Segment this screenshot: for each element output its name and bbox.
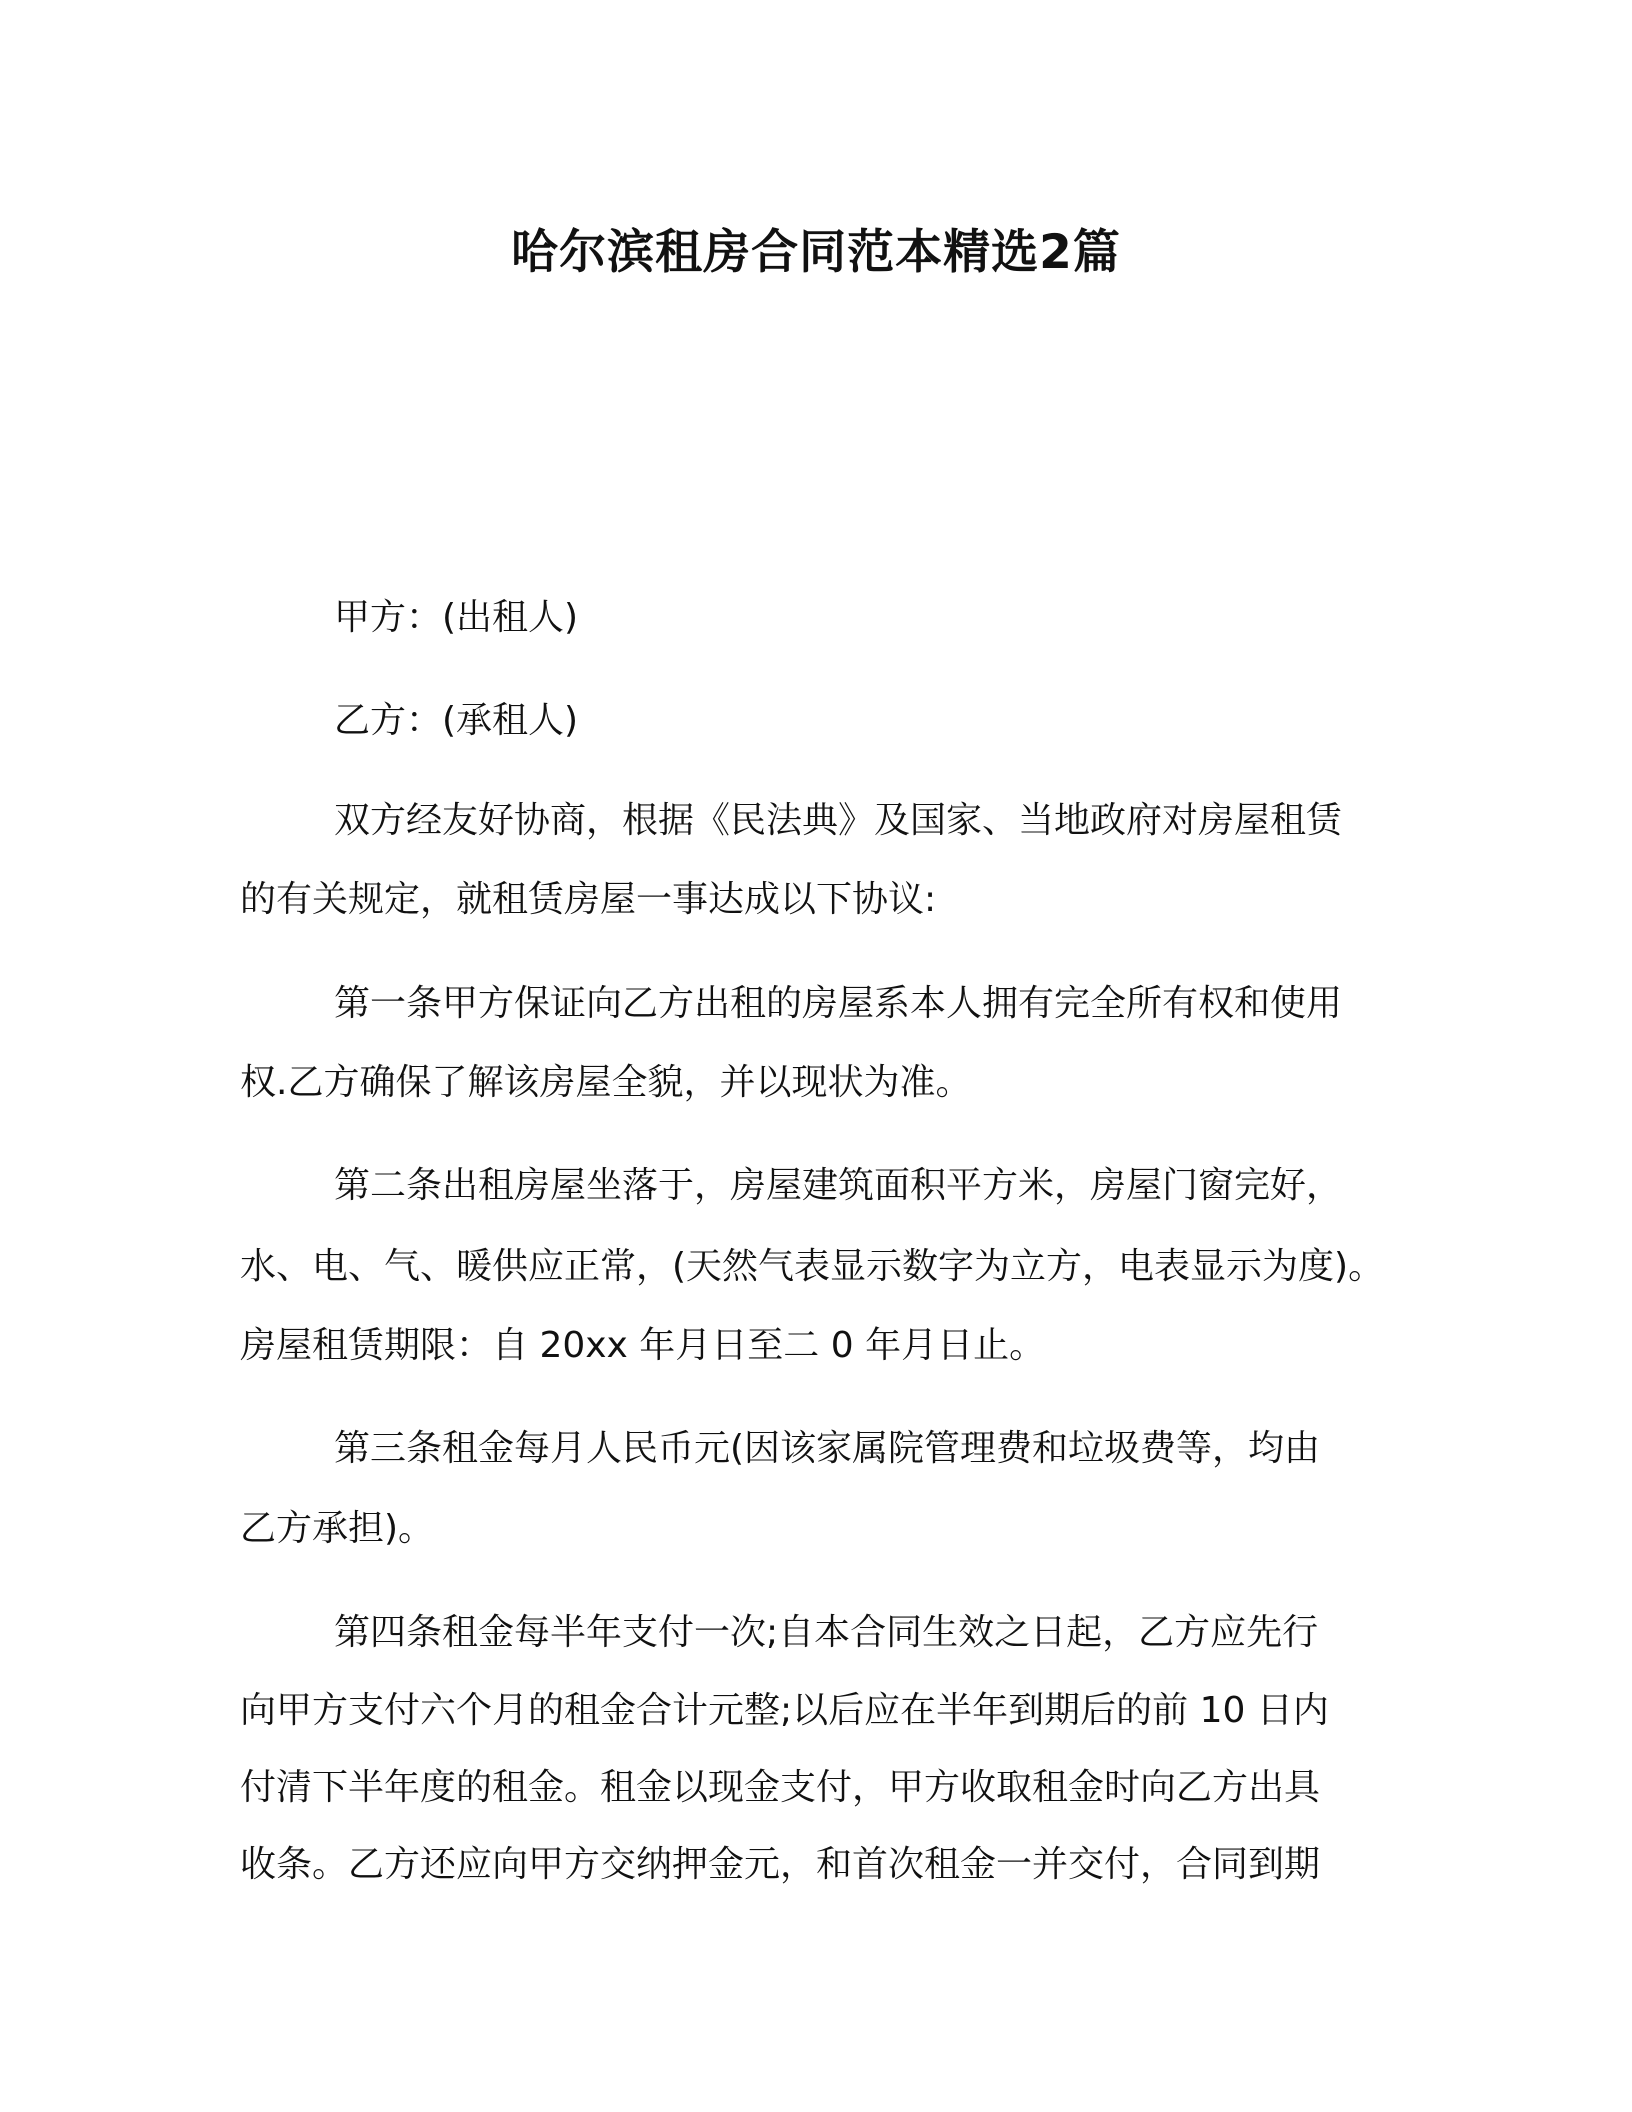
article-3-line-1: 第三条租金每月人民币元(因该家属院管理费和垃圾费等，均由 <box>334 1428 1321 1469</box>
article-4-line-1: 第四条租金每半年支付一次;自本合同生效之日起，乙方应先行 <box>334 1612 1319 1653</box>
article-4-line-3: 付清下半年度的租金。租金以现金支付，甲方收取租金时向乙方出具 <box>240 1767 1321 1808</box>
article-4-line-2: 向甲方支付六个月的租金合计元整;以后应在半年到期后的前 10 日内 <box>240 1690 1329 1731</box>
preamble-line-2: 的有关规定，就租赁房屋一事达成以下协议: <box>240 879 937 920</box>
party-a-line: 甲方：(出租人) <box>334 597 579 638</box>
article-2-line-3: 房屋租赁期限：自 20xx 年月日至二 0 年月日止。 <box>240 1325 1046 1366</box>
article-2-line-2: 水、电、气、暖供应正常，(天然气表显示数字为立方，电表显示为度)。 <box>240 1246 1385 1287</box>
document-title: 哈尔滨租房合同范本精选2篇 <box>511 225 1121 280</box>
article-3-line-2: 乙方承担)。 <box>240 1508 435 1549</box>
article-2-line-1: 第二条出租房屋坐落于，房屋建筑面积平方米，房屋门窗完好， <box>334 1165 1343 1206</box>
article-1-line-2: 权.乙方确保了解该房屋全貌，并以现状为准。 <box>240 1062 972 1103</box>
preamble-line-1: 双方经友好协商，根据《民法典》及国家、当地政府对房屋租赁 <box>334 800 1343 841</box>
party-b-line: 乙方：(承租人) <box>334 700 579 741</box>
article-1-line-1: 第一条甲方保证向乙方出租的房屋系本人拥有完全所有权和使用 <box>334 983 1343 1024</box>
article-4-line-4: 收条。乙方还应向甲方交纳押金元，和首次租金一并交付，合同到期 <box>240 1844 1321 1885</box>
